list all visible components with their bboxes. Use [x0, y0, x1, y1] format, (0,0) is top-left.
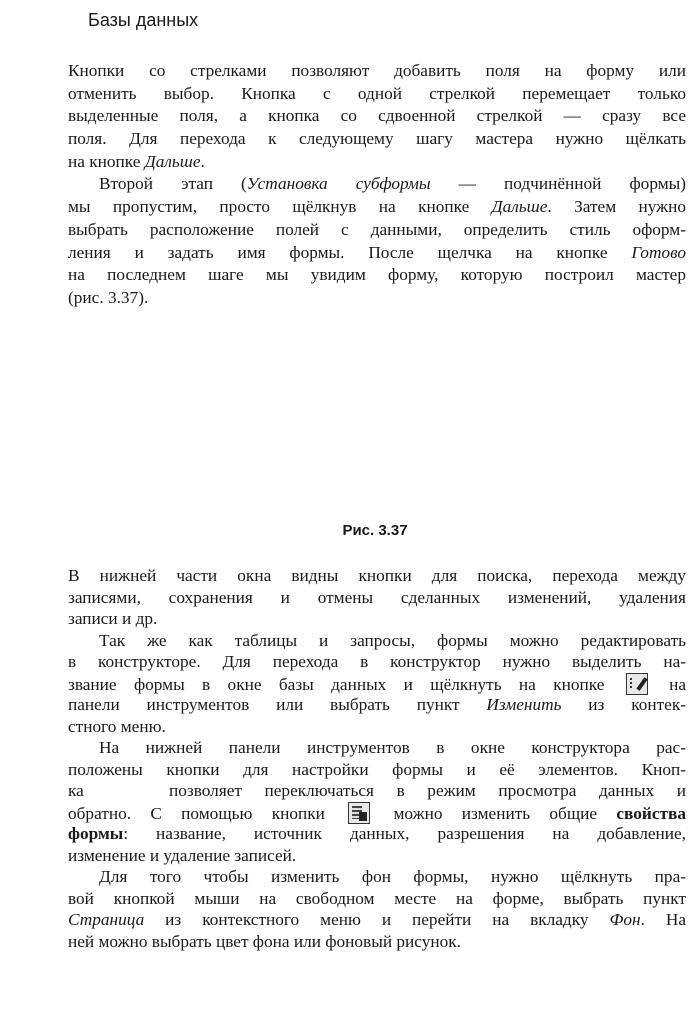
- text-run: Так же как таблицы и запросы, формы можно редактировать: [99, 630, 686, 650]
- italic-term: Дальше: [144, 151, 201, 171]
- text-run: — подчинённой формы): [430, 174, 687, 194]
- text-line: [68, 105, 686, 128]
- text-block-bottom: [68, 565, 686, 952]
- text-run: из контекстного меню и перейти на вкладку: [144, 910, 610, 929]
- text-run: на кнопке: [68, 151, 145, 171]
- text-line: [68, 673, 686, 695]
- text-line: [68, 931, 686, 953]
- text-line: [68, 264, 686, 287]
- figure-caption: Рис. 3.37: [342, 522, 408, 539]
- text-line: [68, 83, 686, 106]
- text-line: [68, 823, 686, 845]
- text-line: [68, 219, 686, 242]
- text-run: изменение и удаление записей.: [68, 845, 297, 865]
- text-run: записями, сохранения и отмены сделанных изменений, удаления: [68, 587, 686, 607]
- text-run: . На: [640, 910, 686, 929]
- text-run: . Затем нужно: [547, 197, 686, 217]
- text-run: Кнопки со стрелками позволяют добавить поля на форму или: [68, 61, 686, 80]
- text-run: поля. Для перехода к следующему шагу мастера нужно щёлкать: [68, 129, 686, 149]
- text-run: на последнем шаге мы увидим форму, которую построил мастер: [68, 265, 686, 285]
- text-run: ней можно выбрать цвет фона или фоновый рисунок.: [68, 931, 461, 951]
- text-run: записи и др.: [68, 609, 158, 628]
- text-line: [68, 845, 686, 867]
- text-run: позволяет переключаться в режим просмотра данных и: [146, 781, 687, 800]
- text-line: [68, 242, 686, 265]
- italic-term: Готово: [631, 242, 686, 262]
- text-line: [68, 866, 686, 888]
- text-line: [68, 173, 686, 196]
- bold-term: свойства: [616, 803, 686, 823]
- text-line: [68, 565, 686, 587]
- italic-term: Изменить: [486, 695, 562, 714]
- italic-term: Дальше: [491, 197, 548, 217]
- text-run: Второй этап (: [99, 174, 247, 194]
- text-run: В нижней части окна видны кнопки для поиска, перехода между: [68, 566, 686, 585]
- text-run: вой кнопкой мыши на свободном месте на форме, выбрать пункт: [68, 888, 686, 908]
- text-run: обратно. С помощью кнопки: [68, 803, 345, 823]
- text-run: в конструкторе. Для перехода в конструктор нужно выделить на-: [68, 652, 686, 671]
- bold-term: формы: [68, 824, 124, 843]
- text-run: Для того чтобы изменить фон формы, нужно щёлкнуть пра-: [99, 867, 686, 886]
- text-line: [68, 802, 686, 824]
- text-run: .: [200, 151, 205, 171]
- figure-placeholder: [68, 300, 686, 510]
- text-line: [68, 196, 686, 219]
- text-line: [68, 759, 686, 781]
- text-block-top: [68, 60, 686, 310]
- text-line: [68, 780, 686, 802]
- text-line: [68, 694, 686, 716]
- text-line: [68, 128, 686, 151]
- text-line: [68, 587, 686, 609]
- text-line: [68, 909, 686, 931]
- text-line: [68, 651, 686, 673]
- text-run: выбрать расположение полей с данными, определить стиль оформ-: [68, 219, 686, 239]
- text-line: [68, 737, 686, 759]
- running-header: Базы данных: [88, 10, 199, 30]
- italic-term: Установка субформы: [246, 174, 431, 194]
- text-run: На нижней панели инструментов в окне конструктора рас-: [99, 738, 686, 757]
- text-run: ления и задать имя формы. После щелчка на кнопке: [68, 242, 632, 262]
- italic-term: Фон: [609, 910, 641, 929]
- text-run: отменить выбор. Кнопка с одной стрелкой перемещает только: [68, 83, 686, 103]
- text-line: [68, 60, 686, 83]
- text-run: панели инструментов или выбрать пункт: [68, 695, 487, 714]
- text-run: ка: [68, 781, 107, 800]
- text-run: из контек-: [561, 695, 686, 714]
- text-run: выделенные поля, а кнопка со сдвоенной стрелкой — сразу все: [68, 106, 686, 126]
- properties-icon: [348, 802, 370, 824]
- text-line: [68, 608, 686, 630]
- text-line: [68, 151, 686, 174]
- text-run: звание формы в окне базы данных и щёлкнуть на кнопке: [68, 674, 622, 694]
- text-run: (рис. 3.37).: [68, 287, 149, 307]
- text-run: : название, источник данных, разрешения на добавление,: [123, 824, 686, 843]
- text-run: на: [651, 674, 686, 694]
- text-line: [68, 888, 686, 910]
- text-run: мы пропустим, просто щёлкнув на кнопке: [68, 197, 492, 217]
- text-run: положены кнопки для настройки формы и её элементов. Кноп-: [68, 759, 686, 779]
- text-run: стного меню.: [68, 716, 166, 736]
- design-view-icon: [626, 673, 648, 695]
- italic-term: Страница: [68, 910, 145, 929]
- text-line: [68, 630, 686, 652]
- text-line: [68, 716, 686, 738]
- text-run: можно изменить общие: [374, 803, 617, 823]
